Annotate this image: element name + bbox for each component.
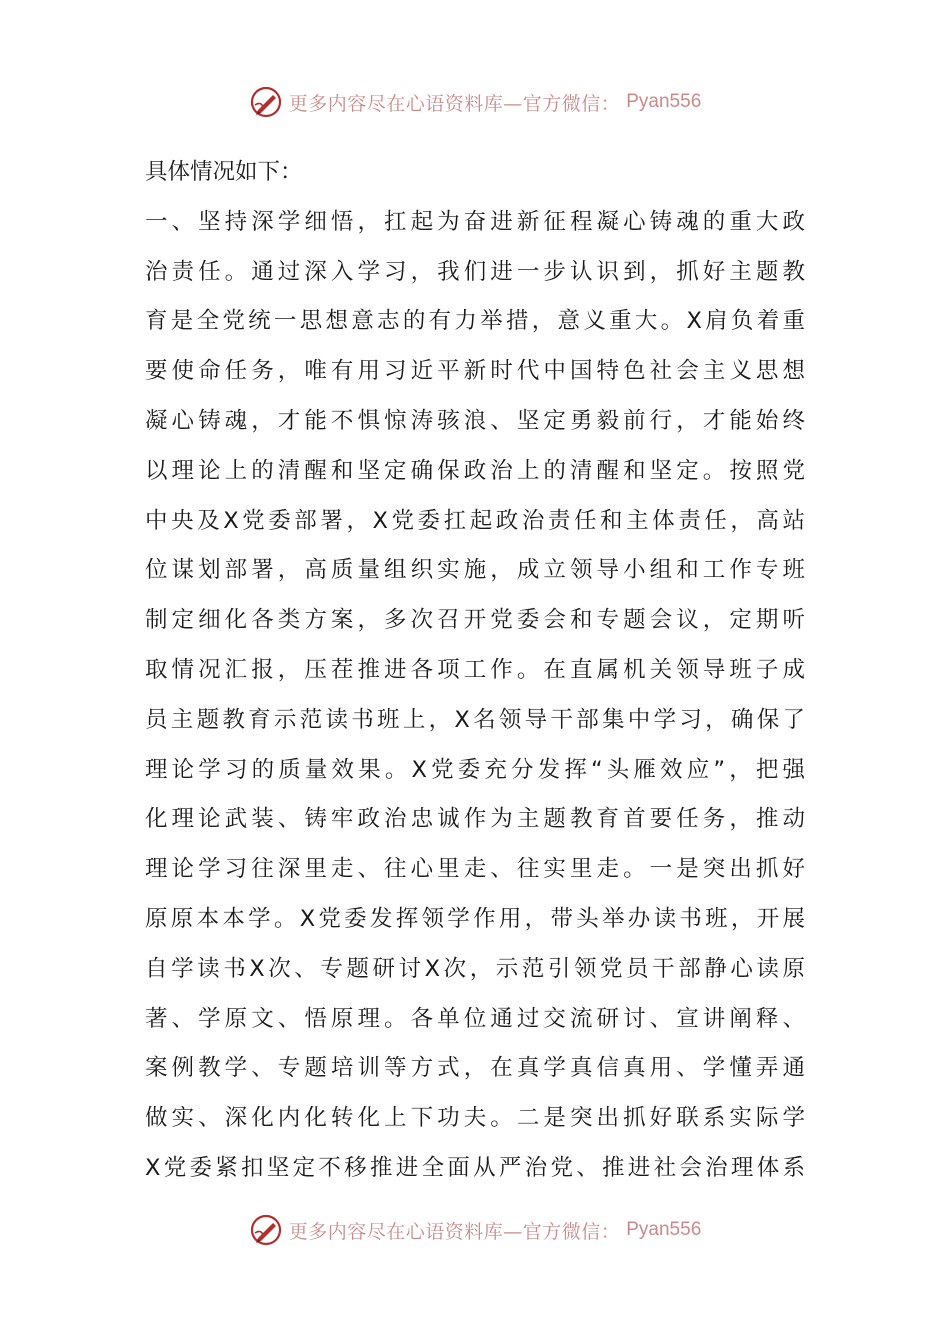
text-line: 做实、深化内化转化上下功夫。二是突出抓好联系实际学 bbox=[145, 1105, 805, 1132]
text-line: 治责任。通过深入学习，我们进一步认识到，抓好主题教 bbox=[145, 258, 805, 285]
text-line: X党委紧扣坚定不移推进全面从严治党、推进社会治理体系 bbox=[145, 1154, 805, 1181]
text-line: 理论学习的质量效果。X党委充分发挥“头雁效应”，把强 bbox=[145, 756, 805, 783]
watermark-text: 更多内容尽在心语资料库—官方微信： bbox=[288, 1220, 621, 1243]
text-line: 化理论武装、铸牢政治忠诚作为主题教育首要任务，推动 bbox=[145, 806, 805, 833]
text-line: 取情况汇报，压茬推进各项工作。在直属机关领导班子成 bbox=[145, 656, 805, 683]
text-line: 自学读书X次、专题研讨X次，示范引领党员干部静心读原 bbox=[145, 955, 805, 982]
text-line: 以理论上的清醒和坚定确保政治上的清醒和坚定。按照党 bbox=[145, 457, 805, 484]
text-line: 一、坚持深学细悟，扛起为奋进新征程凝心铸魂的重大政 bbox=[145, 208, 805, 235]
text-line: 员主题教育示范读书班上，X名领导干部集中学习，确保了 bbox=[145, 706, 805, 733]
text-line: 具体情况如下： bbox=[145, 159, 303, 185]
text-line: 中央及X党委部署，X党委扛起政治责任和主体责任，高站 bbox=[145, 507, 805, 534]
text-line: 凝心铸魂，才能不惧惊涛骇浪、坚定勇毅前行，才能始终 bbox=[145, 407, 805, 434]
pen-logo-icon bbox=[249, 85, 283, 119]
pen-logo-icon bbox=[249, 1213, 283, 1247]
document-body bbox=[145, 148, 805, 1194]
watermark-text: 更多内容尽在心语资料库—官方微信： bbox=[288, 92, 621, 115]
text-line: 案例教学、专题培训等方式，在真学真信真用、学懂弄通 bbox=[145, 1055, 805, 1082]
footer-watermark bbox=[0, 1210, 950, 1250]
text-line: 理论学习往深里走、往心里走、往实里走。一是突出抓好 bbox=[145, 856, 805, 883]
text-line: 要使命任务，唯有用习近平新时代中国特色社会主义思想 bbox=[145, 358, 805, 385]
text-line: 育是全党统一思想意志的有力举措，意义重大。X肩负着重 bbox=[145, 308, 805, 335]
header-watermark bbox=[0, 82, 950, 122]
text-line: 制定细化各类方案，多次召开党委会和专题会议，定期听 bbox=[145, 607, 805, 634]
text-line: 著、学原文、悟原理。各单位通过交流研讨、宣讲阐释、 bbox=[145, 1005, 805, 1032]
text-line: 原原本本学。X党委发挥领学作用，带头举办读书班，开展 bbox=[145, 905, 805, 932]
watermark-wechat-id: Pyan556 bbox=[626, 1219, 702, 1240]
watermark-wechat-id: Pyan556 bbox=[626, 91, 702, 112]
text-line: 位谋划部署，高质量组织实施，成立领导小组和工作专班 bbox=[145, 557, 805, 584]
